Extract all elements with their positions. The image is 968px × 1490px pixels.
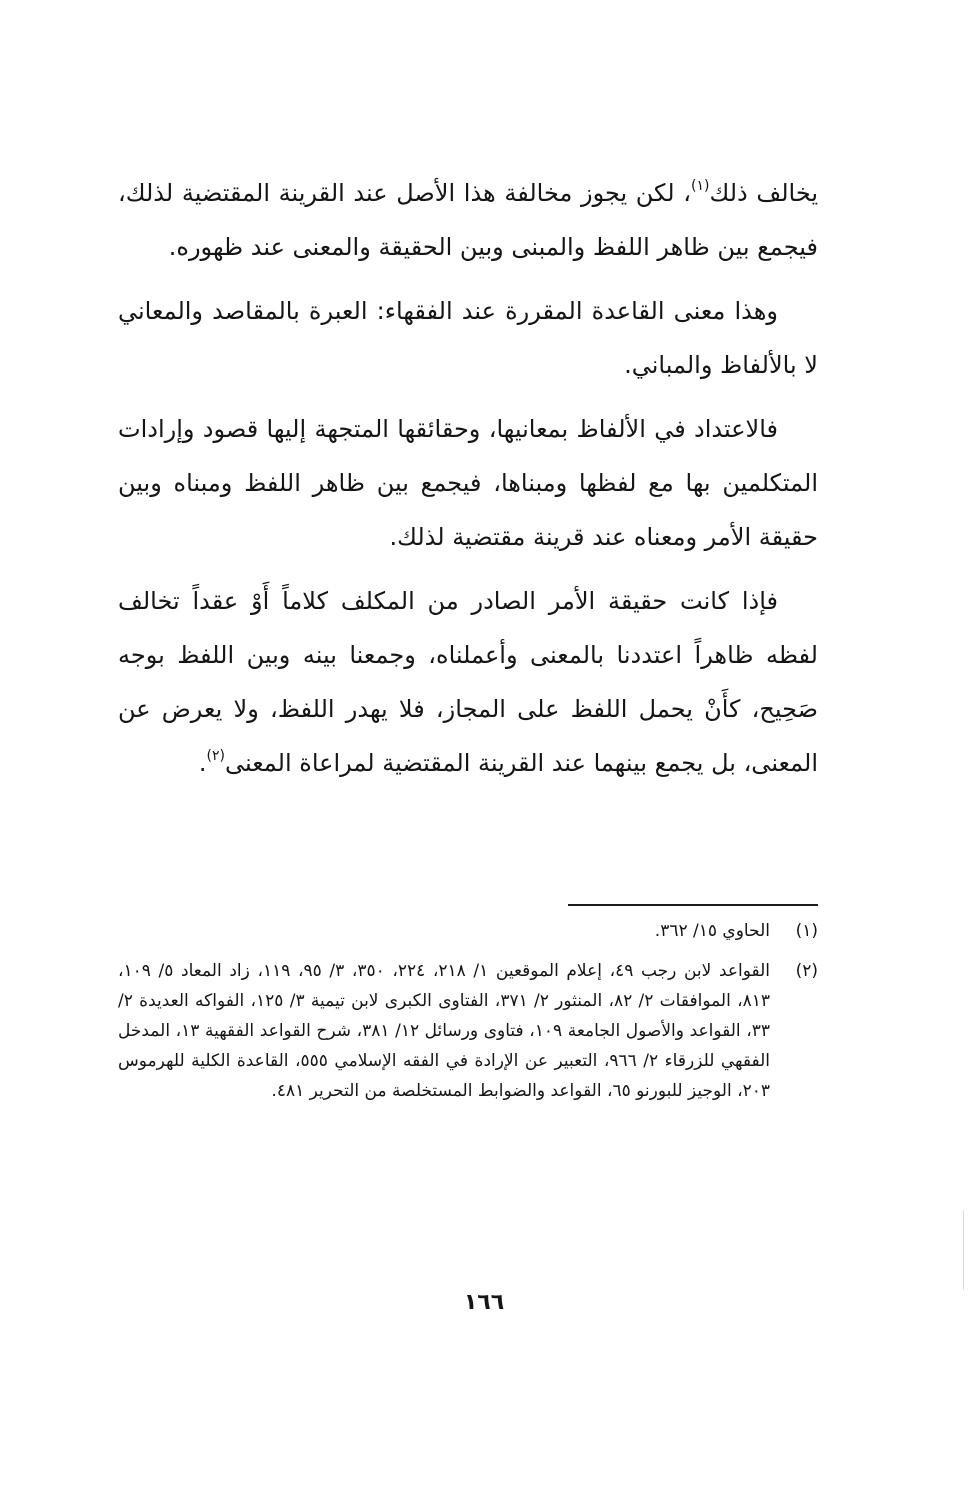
footnote-text: الحاوي ١٥/ ٣٦٢. [654,921,770,941]
paragraph-2: وهذا معنى القاعدة المقررة عند الفقهاء: العبرة بالمقاصد والمعاني لا بالألفاظ والمباني. [118,297,818,379]
footnote-separator [568,904,818,906]
paragraph-1-end: ، لكن يجوز مخالفة هذا الأصل عند القرينة المقتضية لذلك، فيجمع بين ظاهر اللفظ والمبنى وبين الحقيقة والمعنى عند ظهوره. [118,179,818,261]
footnote-ref-1[interactable]: (١) [691,178,710,194]
footnote-1 [118,916,818,946]
scan-edge-mark [963,1210,964,1290]
footnote-2 [118,956,818,1106]
paragraph-1 [118,166,818,274]
footnote-number: (١) [795,921,818,941]
paragraph-1-start: يخالف ذلك [709,179,818,207]
paragraph-4-start: فإذا كانت حقيقة الأمر الصادر من المكلف كلاماً أَوْ عقداً تخالف لفظه ظاهراً اعتددنا بالمعنى وأعملناه، وجمعنا بينه وبين اللفظ بوجه صَحِيح، كأَنْ يحمل اللفظ على المجاز، فلا يهدر اللفظ، ولا يعرض عن المعنى، بل يجمع بينهما عند القرينة المقتضية لمراعاة المعنى [118,587,818,777]
paragraph-4 [118,574,818,790]
footnote-text: القواعد لابن رجب ٤٩، إعلام الموقعين ١/ ٢١٨، ٢٢٤، ٣٥٠، ٣/ ٩٥، ١١٩، زاد المعاد ٥/ ١٠٩، ٨١٣، الموافقات ٢/ ٨٢، المنثور ٢/ ٣٧١، الفتاوى الكبرى لابن تيمية ٣/ ١٢٥، الفواكه العديدة ٢/ ٣٣، القواعد والأصول الجامعة ١٠٩، فتاوى ورسائل ١٢/ ٣٨١، شرح القواعد الفقهية ١٣، المدخل الفقهي للزرقاء ٢/ ٩٦٦، التعبير عن الإرادة في الفقه الإسلامي ٥٥٥، القاعدة الكلية للهرموس ٢٠٣، الوجيز للبورنو ٦٥، القواعد والضوابط المستخلصة من التحرير ٤٨١. [118,961,771,1101]
paragraph-3: فالاعتداد في الألفاظ بمعانيها، وحقائقها المتجهة إليها قصود وإرادات المتكلمين بها مع لفظها ومبناها، فيجمع بين ظاهر اللفظ ومبناه وبين حقيقة الأمر ومعناه عند قرينة مقتضية لذلك. [118,415,818,551]
main-text [118,166,818,800]
footnotes [118,916,818,1116]
page-number: ١٦٦ [463,1290,505,1315]
footnote-number: (٢) [795,961,818,981]
footnote-ref-2[interactable]: (٢) [206,748,225,764]
paragraph-4-end: . [198,749,207,777]
